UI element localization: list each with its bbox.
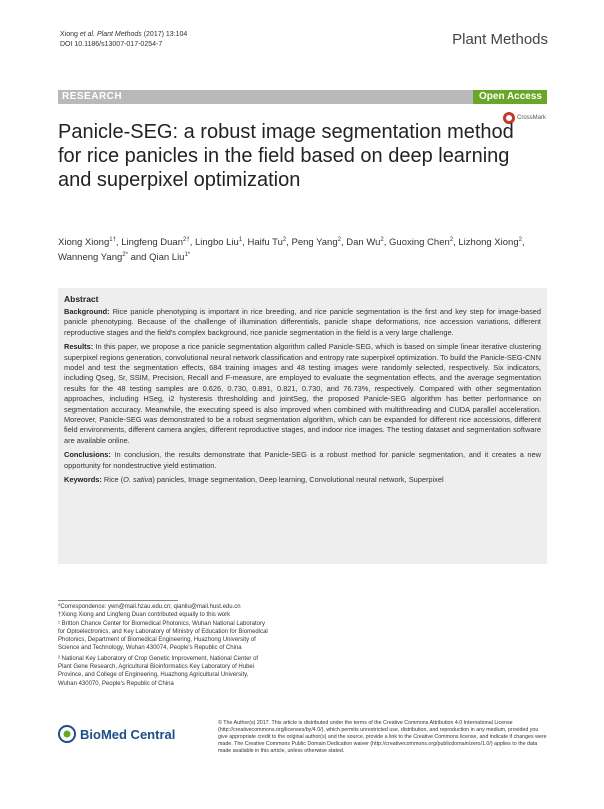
author-affiliation: 2 bbox=[518, 237, 522, 243]
conclusions-label: Conclusions: bbox=[64, 450, 111, 460]
section-banner bbox=[58, 90, 547, 104]
biomed-central-logo-icon bbox=[58, 725, 76, 743]
author[interactable]: Lingbo Liu$^1$ bbox=[194, 237, 243, 249]
author-affiliation: 2 bbox=[380, 237, 384, 243]
affiliation-1: ¹ Britton Chance Center for Biomedical Photonics, Wuhan National Laboratory for Optoelectronics, and Key Laboratory of Ministry of Education for Biomedical Photonics, Department of Biomedical Engineering, Huazhong University of Science and Technology, Wuhan 430074, People's Republic of China bbox=[58, 620, 268, 652]
author-affiliation: 2 bbox=[337, 237, 341, 243]
article-title: Panicle-SEG: a robust image segmentation method for rice panicles in the field based on deep learning and superpixel optimization bbox=[58, 121, 514, 191]
abstract-background bbox=[64, 307, 541, 338]
author-affiliation: 2† bbox=[183, 237, 190, 243]
author[interactable]: Lizhong Xiong$^2$ bbox=[458, 237, 522, 249]
results-text: In this paper, we propose a rice panicle segmentation algorithm called Panicle-SEG, which is based on simple linear iterative clustering superpixel regions generation, convolutional neural network classification and entropy rate superpixel optimization. To build the Panicle-SEG-CNN model and test the segmentation effects, 684 training images and 48 testing images were randomly selected, respectively. Six indicators, including Qseg, Sr, SSIM, Precision, Recall and F-measure, are employed to evaluate the segmentation effects, and the average segmentation results for the 48 testing samples are 0.626, 0.730, 0.891, 0.821, 0.730, and 76.73%, respectively. Compared with other segmentation approaches, including HSeg, i2 hysteresis thresholding and jointSeg, the proposed Panicle-SEG algorithm has better performance on segmentation accuracy. Meanwhile, the executing speed is also improved when combined with multithreading and CUDA parallel acceleration. Moreover, Panicle-SEG was demonstrated to be a robust segmentation algorithm, which can be expanded for different rice accessions, different field environments, different camera angles, different reproductive stages, and indoor rice images. The testing dataset and segmentation software are available online. bbox=[64, 342, 541, 445]
author-list: Xiong Xiong$^{1\dagger}$, Lingfeng Duan$^{2\dagger}$, Lingbo Liu$^1$, Haifu Tu$^2$, Peng Yang$^2$, Dan Wu$^2$, Guoxing Chen$^2$, Lizhong Xiong$^2$, Wanneng Yang$^{2*}$ and Qian Liu$^{1*}$ bbox=[58, 237, 525, 264]
header-citation bbox=[60, 30, 187, 50]
author[interactable]: Peng Yang$^2$ bbox=[291, 237, 341, 249]
license-text: © The Author(s) 2017. This article is distributed under the terms of the Creative Commons Attribution 4.0 International License (http://creativecommons.org/licenses/by/4.0/), which permits unrestricted use, distribution, and reproduction in any medium, provided you give appropriate credit to the original author(s) and the source, provide a link to the Creative Commons license, and indicate if changes were made. The Creative Commons Public Domain Dedication waiver (http://creativecommons.org/publicdomain/zero/1.0/) applies to the data made available in this article, unless otherwise stated. bbox=[218, 720, 547, 755]
author[interactable]: Haifu Tu$^2$ bbox=[247, 237, 287, 249]
author-affiliation: 2* bbox=[122, 252, 128, 259]
results-label: Results: bbox=[64, 342, 94, 352]
author[interactable]: Qian Liu$^{1*}$ bbox=[149, 252, 191, 264]
background-text: Rice panicle phenotyping is important in rice breeding, and rice panicle segmentation is the first and key step for image-based panicle phenotyping. Because of the challenge of illumination differentials, panicle shape deformations, rice accession variations, different reproductive stages and the field's complex background, rice panicle segmentation in the field is a very large challenge. bbox=[64, 307, 541, 337]
author[interactable]: Wanneng Yang$^{2*}$ bbox=[58, 252, 128, 264]
correspondence: *Correspondence: ywn@mail.hzau.edu.cn; qianliu@mail.hust.edu.cn bbox=[58, 604, 241, 610]
citation-volume: (2017) 13:104 bbox=[143, 31, 188, 38]
author[interactable]: Lingfeng Duan$^{2\dagger}$ bbox=[121, 237, 190, 249]
doi: DOI 10.1186/s13007-017-0254-7 bbox=[60, 41, 163, 48]
section-label: RESEARCH bbox=[62, 91, 123, 102]
author[interactable]: Dan Wu$^2$ bbox=[346, 237, 384, 249]
publisher-name: BioMed Central bbox=[80, 726, 176, 742]
crossmark-label: CrossMark bbox=[516, 115, 546, 121]
equal-contribution: †Xiong Xiong and Lingfeng Duan contributed equally to this work bbox=[58, 612, 231, 619]
abstract-conclusions bbox=[64, 450, 541, 471]
author[interactable]: Guoxing Chen$^2$ bbox=[389, 237, 454, 249]
author-affiliation: 2 bbox=[449, 237, 454, 243]
publisher-logo bbox=[58, 725, 175, 743]
affiliation-2: ² National Key Laboratory of Crop Genetic Improvement, National Center of Plant Gene Research, Agricultural Bioinformatics Key Laboratory of Hubei Province, and College of Engineering, Huazhong Agricultural University, Wuhan 430070, People's Republic of China bbox=[58, 655, 259, 687]
keywords-pre: Rice ( bbox=[103, 475, 124, 485]
keywords-italic: O. sativa bbox=[123, 475, 153, 485]
keywords-post: ) panicles, Image segmentation, Deep learning, Convolutional neural network, Superpixel bbox=[152, 475, 444, 485]
open-access-badge: Open Access bbox=[473, 90, 547, 104]
citation-line bbox=[60, 30, 187, 40]
abstract-results bbox=[64, 342, 541, 446]
citation-journal: Plant Methods bbox=[97, 31, 142, 38]
abstract-heading: Abstract bbox=[64, 294, 99, 304]
author-affiliation: 1 bbox=[238, 237, 243, 243]
author[interactable]: Xiong Xiong$^{1\dagger}$ bbox=[58, 237, 116, 249]
author-affiliation: 1* bbox=[184, 252, 191, 259]
footnotes bbox=[58, 603, 268, 688]
citation-etal: et al. bbox=[79, 31, 96, 38]
background-label: Background: bbox=[64, 307, 110, 316]
conclusions-text: In conclusion, the results demonstrate that Panicle-SEG is a robust method for panicle segmentation, and it creates a new opportunity for nondestructive yield estimation. bbox=[64, 450, 541, 470]
journal-name: Plant Methods bbox=[452, 31, 548, 48]
author-affiliation: 2 bbox=[282, 237, 287, 243]
abstract-keywords bbox=[64, 475, 541, 485]
citation-authors: Xiong bbox=[60, 31, 80, 38]
footnote-divider bbox=[58, 600, 178, 601]
abstract-box bbox=[58, 288, 547, 564]
author-affiliation: 1† bbox=[109, 237, 116, 243]
keywords-label: Keywords: bbox=[64, 475, 102, 485]
